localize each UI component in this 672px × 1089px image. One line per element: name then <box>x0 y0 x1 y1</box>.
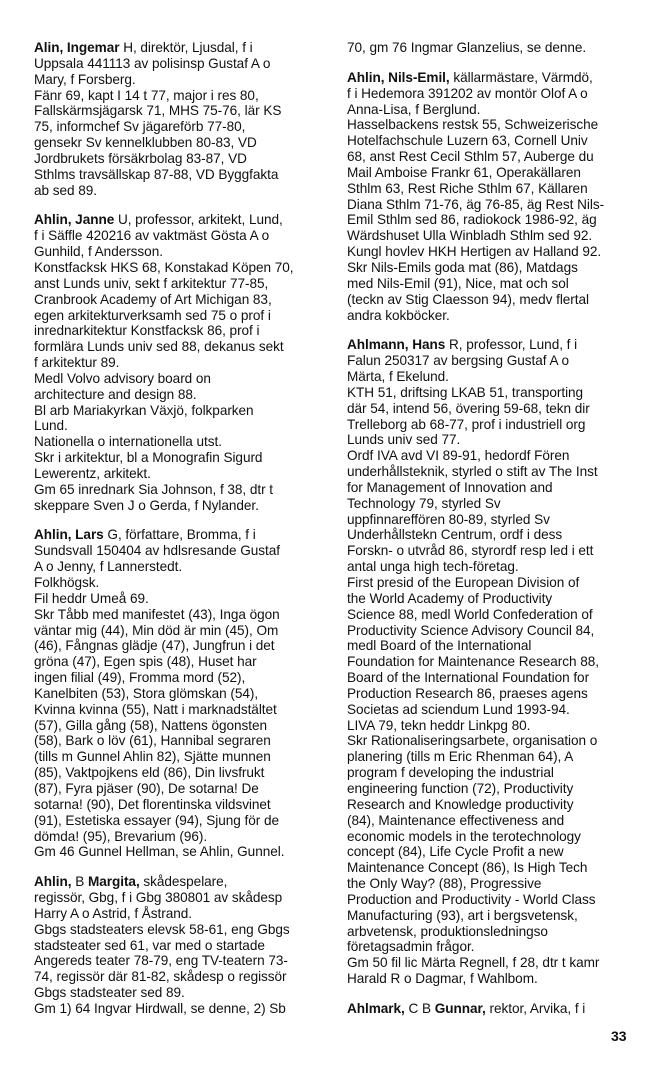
entry-text: sotarna! (90), Det florentinska vildsvinet <box>34 796 271 812</box>
entry-line <box>347 244 647 260</box>
entry-text: Bl arb Mariakyrkan Växjö, folkparken <box>34 402 254 418</box>
entry-line <box>347 353 647 369</box>
entry-line <box>34 686 334 702</box>
entry-initials: C B <box>404 1000 435 1016</box>
entry-line <box>34 559 334 575</box>
entry-text: uppfinnareffören 80-89, styrled Sv <box>347 511 550 527</box>
entry-text: Konstfacksk HKS 68, Konstakad Köpen 70, <box>34 259 294 275</box>
entry-text: Skr Nils-Emils goda mat (86), Matdags <box>347 259 578 275</box>
entry-line <box>34 56 334 72</box>
entry-text: Fänr 69, kapt I 14 t 77, major i res 80, <box>34 87 259 103</box>
entry-line <box>34 308 334 324</box>
entry-line <box>347 955 647 971</box>
entry-text: väntar mig (44), Min död är min (45), Om <box>34 622 279 638</box>
entry-line <box>34 543 334 559</box>
entry-text: Cranbrook Academy of Art Michigan 83, <box>34 291 272 307</box>
entry-line <box>34 607 334 623</box>
entry-text: Maintenance Concept (86), Is High Tech <box>347 860 588 876</box>
entry-line <box>347 228 647 244</box>
entry-text: Science 88, medl World Confederation of <box>347 606 593 622</box>
entry-text: (46), Fångnas glädje (47), Jungfrun i det <box>34 638 275 654</box>
entry-text: Märta, f Ekelund. <box>347 369 449 385</box>
entry-line <box>34 292 334 308</box>
entry-line <box>34 88 334 104</box>
entry-text: Fil heddr Umeå 69. <box>34 590 149 606</box>
entry-line <box>34 260 334 276</box>
entry-line <box>34 103 334 119</box>
entry-text: Board of the International Foundation for <box>347 670 590 686</box>
entry-text: (91), Estetiska essayer (94), Sjung för de <box>34 812 279 828</box>
entry-headword: Ahlin, Janne <box>34 212 115 228</box>
biography-entry <box>34 874 334 1017</box>
entry-text: f i Säffle 420216 av vaktmäst Gösta A o <box>34 228 270 244</box>
entry-text: (tills m Gunnel Ahlin 82), Sjätte munnen <box>34 749 271 765</box>
entry-text: Kanelbiten (53), Stora glömskan (54), <box>34 685 259 701</box>
entry-text: G, författare, Bromma, f i <box>103 527 256 543</box>
entry-line <box>347 369 647 385</box>
entry-text: Wärdshuset Ulla Winbladh Sthlm sed 92. <box>347 228 593 244</box>
entry-text: antal unga high tech-företag. <box>347 559 519 575</box>
entry-text: Productivity Science Advisory Council 84, <box>347 622 595 638</box>
entry-line <box>34 355 334 371</box>
entry-text: Gunhild, f Andersson. <box>34 244 163 260</box>
entry-text: architecture and design 88. <box>34 386 197 402</box>
entry-line <box>34 1001 334 1017</box>
entry-line <box>34 890 334 906</box>
entry-line <box>347 40 647 56</box>
entry-line <box>347 276 647 292</box>
entry-text: Uppsala 441113 av polisinsp Gustaf A o <box>34 55 271 71</box>
entry-text: Skr Rationaliseringsarbete, organisation o <box>347 733 598 749</box>
entry-line <box>34 323 334 339</box>
entry-line <box>34 228 334 244</box>
entry-line <box>347 149 647 165</box>
entry-line <box>347 623 647 639</box>
entry-text: Nationella o internationella utst. <box>34 434 222 450</box>
entry-line <box>347 70 647 86</box>
entry-text: Gm 1) 64 Ingvar Hirdwall, se denne, 2) Sb <box>34 1000 286 1016</box>
entry-text: Fallskärmsjägarsk 71, MHS 75-76, lär KS <box>34 103 282 119</box>
entry-text: Diana Sthlm 71-76, äg 76-85, äg Rest Nils- <box>347 196 605 212</box>
entry-text: Gm 46 Gunnel Hellman, se Ahlin, Gunnel. <box>34 844 285 860</box>
entry-text: 68, anst Rest Cecil Sthlm 57, Auberge du <box>347 149 594 165</box>
entry-text: Ordf IVA avd VI 89-91, hedordf Fören <box>347 448 570 464</box>
entry-line <box>347 575 647 591</box>
biography-entry <box>347 1001 647 1017</box>
entry-line <box>34 749 334 765</box>
entry-text: First presid of the European Division of <box>347 575 580 590</box>
entry-initials: B <box>71 874 88 890</box>
entry-text: Sundsvall 150404 av hdlsresande Gustaf <box>34 543 280 559</box>
biography-entry <box>347 40 647 56</box>
entry-line <box>347 638 647 654</box>
entry-text: engineering function (72), Productivity <box>347 780 574 796</box>
entry-text: gensekr Sv kennelklubben 80-83, VD <box>34 135 257 151</box>
left-column <box>34 40 334 1031</box>
entry-line <box>347 607 647 623</box>
entry-text: Foundation for Maintenance Research 88, <box>347 654 599 670</box>
entry-text: KTH 51, driftsing LKAB 51, transporting <box>347 384 584 400</box>
entry-text: Lund. <box>34 418 68 434</box>
entry-line <box>34 781 334 797</box>
entry-line <box>347 654 647 670</box>
entry-text: Hasselbackens restsk 55, Schweizerische <box>347 117 599 133</box>
entry-line <box>347 448 647 464</box>
entry-text: stadsteater sed 61, var med o startade <box>34 937 265 953</box>
entry-text: (58), Bark o löv (61), Hannibal segraren <box>34 733 271 749</box>
entry-line <box>34 418 334 434</box>
entry-line <box>347 197 647 213</box>
entry-line <box>34 371 334 387</box>
entry-text: gröna (47), Egen spis (48), Huset har <box>34 654 257 670</box>
entry-text: Harry A o Astrid, f Åstrand. <box>34 905 193 921</box>
entry-line <box>34 670 334 686</box>
entry-headword: Ahlin, Lars <box>34 527 104 543</box>
entry-line <box>347 749 647 765</box>
entry-line <box>34 135 334 151</box>
entry-line <box>347 876 647 892</box>
entry-text: Folkhögsk. <box>34 575 100 590</box>
entry-line <box>347 829 647 845</box>
entry-text: Hotelfachschule Luzern 63, Cornell Univ <box>347 133 588 149</box>
entry-line <box>34 434 334 450</box>
entry-line <box>347 1001 647 1017</box>
entry-line <box>34 765 334 781</box>
entry-text: medl Board of the International <box>347 638 532 654</box>
entry-text: H, direktör, Ljusdal, f i <box>119 40 253 55</box>
entry-text: LIVA 79, tekn heddr Linkpg 80. <box>347 717 531 733</box>
entry-text: Jordbrukets försäkrbolag 83-87, VD <box>34 150 247 166</box>
entry-line <box>347 718 647 734</box>
entry-line <box>347 765 647 781</box>
entry-headword: Ahlmann, Hans <box>347 337 446 353</box>
entry-line <box>34 702 334 718</box>
entry-text: Mary, f Forsberg. <box>34 71 136 87</box>
entry-text: anst Lunds univ, sekt f arkitektur 77-85, <box>34 275 269 291</box>
entry-line <box>347 543 647 559</box>
entry-text: egen arkitekturverksamh sed 75 o prof i <box>34 307 271 323</box>
entry-text: inrednarkitektur Konstfacksk 86, prof i <box>34 323 260 339</box>
entry-surname: Ahlin, <box>34 874 72 890</box>
entry-line <box>34 813 334 829</box>
entry-line <box>34 527 334 543</box>
entry-line <box>347 512 647 528</box>
entry-line <box>347 860 647 876</box>
entry-line <box>34 244 334 260</box>
entry-line <box>347 813 647 829</box>
entry-text: Societas ad sciendum Lund 1993-94. <box>347 701 570 717</box>
entry-line <box>34 654 334 670</box>
entry-text: (87), Fyra pjäser (90), De sotarna! De <box>34 780 259 796</box>
entry-line <box>34 638 334 654</box>
entry-text: regissör, Gbg, f i Gbg 380801 av skådesp <box>34 890 283 906</box>
entry-text: Kungl hovlev HKH Hertigen av Halland 92. <box>347 244 602 260</box>
biography-entry <box>347 70 647 324</box>
entry-text: Anna-Lisa, f Berglund. <box>347 101 481 117</box>
entry-line <box>347 102 647 118</box>
entry-line <box>347 797 647 813</box>
entry-line <box>347 212 647 228</box>
entry-line <box>34 119 334 135</box>
entry-headword: Gunnar, <box>434 1000 486 1016</box>
entry-line <box>347 117 647 133</box>
entry-line <box>34 844 334 860</box>
entry-headword: Alin, Ingemar <box>34 40 120 55</box>
entry-line <box>347 892 647 908</box>
entry-line <box>34 938 334 954</box>
entry-line <box>34 183 334 199</box>
entry-text: andra kokböcker. <box>347 307 450 323</box>
entry-text: ab sed 89. <box>34 182 97 198</box>
entry-line <box>347 844 647 860</box>
entry-text: (85), Vaktpojkens eld (86), Din livsfrukt <box>34 765 265 781</box>
entry-text: dömda! (95), Brevarium (96). <box>34 828 208 844</box>
entry-line <box>347 401 647 417</box>
entry-line <box>34 403 334 419</box>
entry-text: Research and Knowledge productivity <box>347 796 574 812</box>
entry-text: skeppare Sven J o Gerda, f Nylander. <box>34 497 259 513</box>
entry-line <box>34 387 334 403</box>
entry-text: the World Academy of Productivity <box>347 590 553 606</box>
entry-line <box>347 733 647 749</box>
entry-text: källarmästare, Värmdö, <box>449 69 593 85</box>
entry-line <box>347 308 647 324</box>
entry-text: concept (84), Life Cycle Profit a new <box>347 844 564 860</box>
entry-text: ingen filial (49), Fromma mord (52), <box>34 670 246 686</box>
entry-text: 74, regissör där 81-82, skådesp o regissör <box>34 969 287 985</box>
entry-line <box>347 781 647 797</box>
entry-line <box>347 165 647 181</box>
entry-line <box>347 591 647 607</box>
entry-text: A o Jenny, f Lannerstedt. <box>34 559 183 575</box>
entry-text: formlära Lunds univ sed 88, dekanus sekt <box>34 339 284 355</box>
entry-text: rektor, Arvika, f i <box>485 1000 586 1016</box>
entry-text: (teckn av Stig Claesson 94), medv flertal <box>347 291 589 307</box>
entry-line <box>347 971 647 987</box>
entry-text: Gbgs stadsteaters elevsk 58-61, eng Gbgs <box>34 921 290 937</box>
entry-text: 70, gm 76 Ingmar Glanzelius, se denne. <box>347 40 587 55</box>
entry-line <box>347 908 647 924</box>
entry-line <box>34 623 334 639</box>
entry-text: for Management of Innovation and <box>347 479 553 495</box>
entry-text: Lewerentz, arkitekt. <box>34 465 151 481</box>
entry-line <box>347 480 647 496</box>
entry-text: R, professor, Lund, f i <box>445 337 578 353</box>
entry-line <box>347 260 647 276</box>
entry-text: economic models in the terotechnology <box>347 828 581 844</box>
entry-text: Falun 250317 av bergsing Gustaf A o <box>347 353 569 369</box>
entry-line <box>34 212 334 228</box>
entry-line <box>347 464 647 480</box>
entry-text: underhållsteknik, styrled o stift av The Inst <box>347 464 598 480</box>
entry-line <box>347 432 647 448</box>
entry-line <box>34 969 334 985</box>
entry-line <box>347 292 647 308</box>
entry-line <box>34 466 334 482</box>
entry-line <box>34 72 334 88</box>
entry-line <box>34 985 334 1001</box>
entry-line <box>347 385 647 401</box>
entry-line <box>34 906 334 922</box>
entry-text: f i Hedemora 391202 av montör Olof A o <box>347 85 588 101</box>
entry-text: Manufacturing (93), art i bergsvetensk, <box>347 907 578 923</box>
entry-line <box>34 874 334 890</box>
entry-text: med Nils-Emil (91), Nice, mat och sol <box>347 275 569 291</box>
entry-line <box>347 496 647 512</box>
entry-line <box>34 482 334 498</box>
entry-line <box>347 924 647 940</box>
entry-text: Production and Productivity - World Class <box>347 891 596 907</box>
entry-line <box>347 133 647 149</box>
entry-line <box>34 953 334 969</box>
entry-line <box>347 86 647 102</box>
entry-text: Forskn- o utvråd 86, styrordf resp led i ett <box>347 543 594 559</box>
entry-text: Angereds teater 78-79, eng TV-teatern 73- <box>34 953 288 969</box>
entry-text: Medl Volvo advisory board on <box>34 370 211 386</box>
entry-text: Production Research 86, praeses agens <box>347 685 588 701</box>
entry-line <box>347 939 647 955</box>
entry-text: Underhållstekn Centrum, ordf i dess <box>347 527 563 543</box>
entry-line <box>347 686 647 702</box>
entry-text: f arkitektur 89. <box>34 355 120 371</box>
entry-text: där 54, intend 56, övering 59-68, tekn dir <box>347 400 590 416</box>
entry-text: (84), Maintenance effectiveness and <box>347 812 565 828</box>
entry-line <box>34 829 334 845</box>
entry-line <box>34 450 334 466</box>
entry-text: Trelleborg ab 68-77, prof i industriell org <box>347 416 586 432</box>
entry-line <box>347 417 647 433</box>
biography-entry <box>34 527 334 860</box>
entry-line <box>34 339 334 355</box>
entry-text: planering (tills m Eric Rhenman 64), A <box>347 749 574 765</box>
entry-surname: Ahlmark, <box>347 1000 405 1016</box>
entry-line <box>34 498 334 514</box>
entry-text: Kvinna kvinna (55), Natt i marknadstältet <box>34 701 277 717</box>
entry-line <box>34 40 334 56</box>
entry-text: Technology 79, styrled Sv <box>347 495 501 511</box>
entry-line <box>347 702 647 718</box>
entry-text: Skr i arkitektur, bl a Monografin Sigurd <box>34 450 263 466</box>
biography-entry <box>34 212 334 513</box>
entry-line <box>34 922 334 938</box>
entry-line <box>34 718 334 734</box>
entry-text: Sthlms travsällskap 87-88, VD Byggfakta <box>34 166 279 182</box>
entry-text: Emil Sthlm sed 86, radiokock 1986-92, äg <box>347 212 597 228</box>
entry-text: 75, informchef Sv jägareförb 77-80, <box>34 119 246 135</box>
entry-line <box>347 181 647 197</box>
entry-text: företagsadmin frågor. <box>347 939 475 955</box>
entry-line <box>34 733 334 749</box>
entry-text: Mail Amboise Frankr 61, Operakällaren <box>347 164 581 180</box>
entry-text: the Only Way? (88), Progressive <box>347 876 542 892</box>
entry-line <box>34 797 334 813</box>
entry-text: Sthlm 63, Rest Riche Sthlm 67, Källaren <box>347 180 588 196</box>
entry-text: Skr Tåbb med manifestet (43), Inga ögon <box>34 606 280 622</box>
biography-entry <box>34 40 334 198</box>
right-column <box>347 40 647 1031</box>
entry-text: skådespelare, <box>139 874 228 890</box>
entry-text: Gm 50 fil lic Märta Regnell, f 28, dtr t kamr <box>347 955 600 971</box>
entry-line <box>34 276 334 292</box>
entry-headword: Margita, <box>87 874 140 890</box>
entry-line <box>347 670 647 686</box>
biography-entry <box>347 337 647 987</box>
entry-text: Harald R o Dagmar, f Wahlbom. <box>347 971 538 987</box>
entry-line <box>347 527 647 543</box>
entry-text: Gm 65 inrednark Sia Johnson, f 38, dtr t <box>34 481 274 497</box>
entry-line <box>347 559 647 575</box>
entry-text: (57), Gilla gång (58), Nattens ögonsten <box>34 717 268 733</box>
entry-line <box>34 151 334 167</box>
entry-text: Gbgs stadsteater sed 89. <box>34 985 185 1001</box>
entry-line <box>34 575 334 591</box>
page-number: 33 <box>611 1028 627 1044</box>
entry-text: Lunds univ sed 77. <box>347 432 461 448</box>
entry-line <box>34 167 334 183</box>
entry-text: program f developing the industrial <box>347 765 554 781</box>
entry-line <box>34 591 334 607</box>
entry-text: arbvetensk, produktionsledningsо <box>347 923 548 939</box>
entry-text: U, professor, arkitekt, Lund, <box>114 212 283 228</box>
entry-line <box>347 337 647 353</box>
entry-headword: Ahlin, Nils-Emil, <box>347 69 450 85</box>
